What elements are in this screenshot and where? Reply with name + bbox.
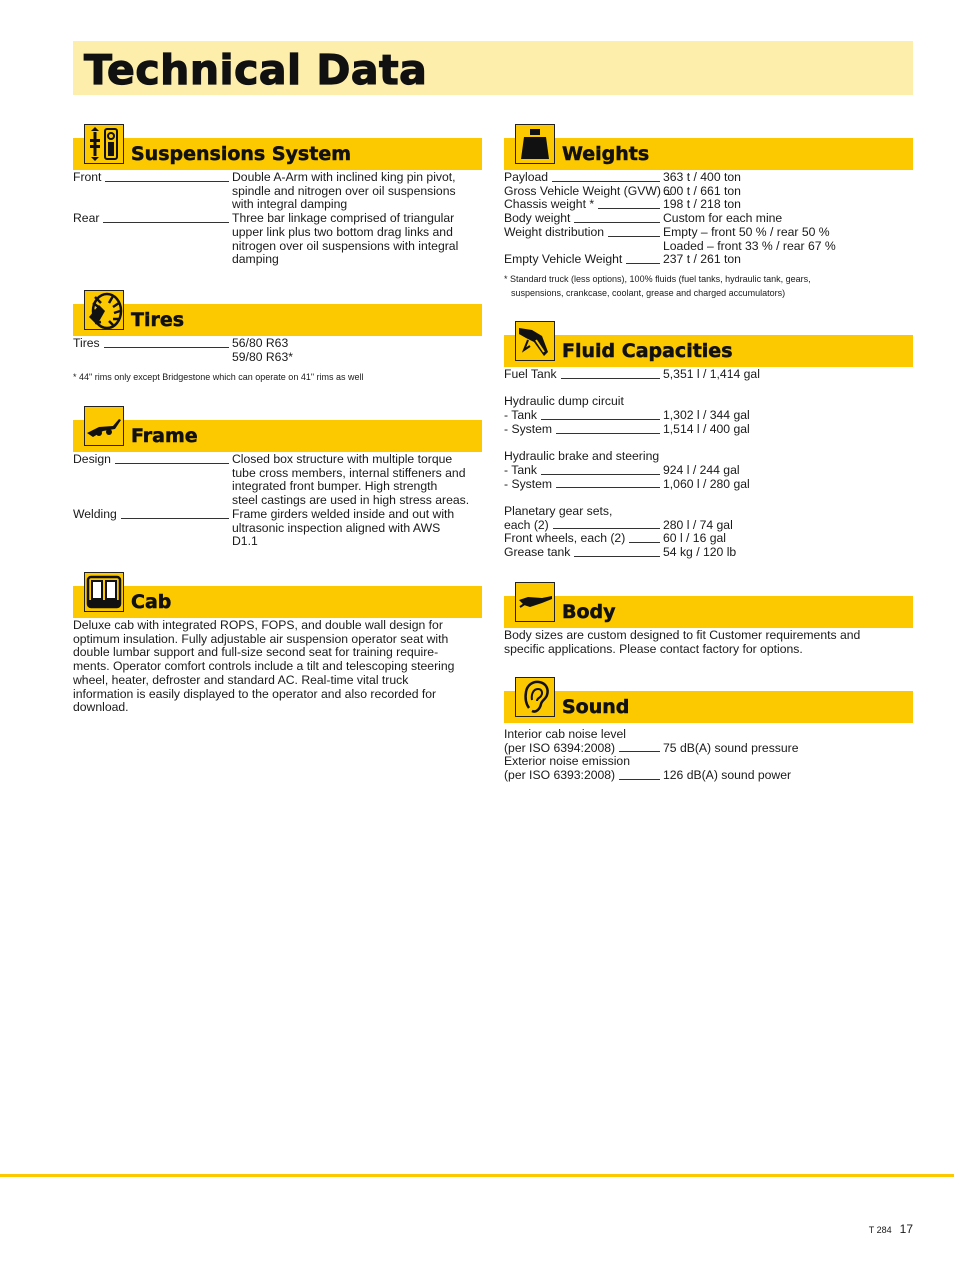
suspensions-title: Suspensions System	[131, 143, 352, 165]
spec-value: 59/80 R63*	[232, 349, 293, 364]
body-description	[504, 628, 913, 656]
spec-label: Front wheels, each (2)	[504, 531, 626, 546]
ear-icon	[515, 677, 555, 717]
spec-label: Fuel Tank	[504, 367, 557, 381]
spec-value: Double A-Arm with inclined king pin pivot,	[232, 170, 456, 184]
frame-icon	[84, 406, 124, 446]
spec-value: D1.1	[232, 534, 258, 549]
fluids-title: Fluid Capacities	[562, 340, 733, 362]
weight-icon	[515, 124, 555, 164]
tires-footnote: * 44" rims only except Bridgestone which can operate on 41" rims as well	[73, 372, 364, 383]
spec-value: integrated front bumper. High strength	[232, 479, 438, 494]
sound-body	[504, 723, 913, 783]
spec-value: 1,302 l / 344 gal	[663, 408, 750, 423]
spec-label: (per ISO 6394:2008)	[504, 740, 616, 755]
spec-row	[504, 546, 913, 560]
spec-label: Welding	[73, 506, 117, 521]
spec-row	[504, 198, 913, 212]
suspensions-body	[73, 170, 482, 267]
suspensions-section	[73, 124, 482, 267]
spec-row	[504, 253, 913, 267]
spec-value: 1,514 l / 400 gal	[663, 421, 750, 436]
spec-label: Body weight	[504, 211, 571, 226]
spec-label: - Tank	[504, 462, 537, 477]
page-number: 17	[899, 1222, 913, 1236]
frame-section	[73, 406, 482, 549]
spec-value: Custom for each mine	[663, 211, 783, 226]
fluids-section	[504, 321, 913, 560]
spec-value: 75 dB(A) sound pressure	[663, 740, 799, 755]
paragraph-line: ments. Operator comfort controls include a tilt and telescoping steering	[73, 659, 455, 674]
spec-label: Chassis weight *	[504, 197, 595, 212]
cab-section	[73, 572, 482, 715]
spec-label: Design	[73, 452, 111, 466]
spec-value: 924 l / 244 gal	[663, 462, 740, 477]
spec-value: 198 t / 218 ton	[663, 197, 741, 212]
title-banner	[73, 41, 913, 95]
model-code: T 284	[868, 1225, 892, 1235]
spec-row	[504, 185, 913, 199]
fuel-nozzle-icon	[515, 321, 555, 361]
spec-value: 56/80 R63	[232, 336, 289, 350]
spec-value: Three bar linkage comprised of triangular	[232, 211, 455, 226]
sound-section	[504, 677, 913, 783]
spec-row	[504, 519, 913, 533]
weights-footnote	[504, 272, 913, 300]
spec-row	[504, 212, 913, 226]
cab-icon	[84, 572, 124, 612]
spec-value: 600 t / 661 ton	[663, 183, 741, 198]
paragraph-line: wheel, heater, defroster and standard AC. Real-time vital truck	[73, 672, 409, 687]
paragraph-line: optimum insulation. Fully adjustable air suspension operator seat with	[73, 631, 449, 646]
tires-body	[73, 336, 482, 364]
paragraph-line: specific applications. Please contact factory for options.	[504, 641, 803, 656]
weights-section	[504, 124, 913, 300]
spec-row	[73, 453, 482, 508]
paragraph-line: double lumbar support and full-size second seat for training require-	[73, 645, 439, 660]
spec-label: - Tank	[504, 408, 537, 423]
spec-row	[73, 171, 482, 212]
spec-value: 363 t / 400 ton	[663, 170, 741, 184]
footer-rule	[0, 1174, 954, 1177]
spec-heading: Interior cab noise level	[504, 727, 626, 741]
spec-value: Closed box structure with multiple torque	[232, 452, 453, 466]
spec-label: Rear	[73, 211, 100, 226]
spec-value: ultrasonic inspection aligned with AWS	[232, 520, 441, 535]
spec-label: Empty Vehicle Weight	[504, 252, 623, 267]
frame-title: Frame	[131, 425, 198, 447]
spec-label: each (2)	[504, 517, 549, 532]
fluids-body	[504, 367, 913, 560]
spec-row	[73, 212, 482, 267]
spec-row	[504, 423, 913, 437]
tire-icon	[84, 290, 124, 330]
spec-row	[504, 368, 913, 382]
spec-label: Payload	[504, 170, 549, 184]
spec-heading: Hydraulic brake and steering	[504, 449, 660, 464]
tires-title: Tires	[131, 309, 185, 331]
spec-value: 5,351 l / 1,414 gal	[663, 367, 760, 381]
spec-label: (per ISO 6393:2008)	[504, 768, 616, 783]
body-title: Body	[562, 601, 616, 623]
spec-value: 237 t / 261 ton	[663, 252, 741, 267]
paragraph-line: download.	[73, 700, 129, 715]
spec-value: 126 dB(A) sound power	[663, 768, 792, 783]
cab-title: Cab	[131, 591, 172, 613]
spec-label: Grease tank	[504, 545, 571, 560]
spec-row	[504, 742, 913, 756]
spec-label: - System	[504, 476, 553, 491]
spec-value: nitrogen over oil suspensions with integral	[232, 238, 459, 253]
spec-value: 280 l / 74 gal	[663, 517, 733, 532]
spec-row	[504, 769, 913, 783]
spec-row	[73, 508, 482, 549]
sound-title: Sound	[562, 696, 630, 718]
paragraph-line: Body sizes are custom designed to fit Customer requirements and	[504, 628, 861, 642]
weights-footnote-line: * Standard truck (less options), 100% fluids (fuel tanks, hydraulic tank, gears,	[504, 273, 811, 284]
weights-title: Weights	[562, 143, 650, 165]
spec-row	[504, 226, 913, 253]
spec-value: damping	[232, 252, 279, 267]
spec-value: steel castings are used in high stress areas.	[232, 493, 470, 508]
suspension-icon	[84, 124, 124, 164]
spec-row	[504, 464, 913, 478]
spec-row	[504, 478, 913, 492]
page-footer	[869, 1223, 913, 1238]
paragraph-line: Deluxe cab with integrated ROPS, FOPS, and double wall design for	[73, 618, 443, 632]
paragraph-line: information is easily displayed to the operator and also recorded for	[73, 686, 437, 701]
page-title: Technical Data	[84, 46, 428, 94]
spec-label: - System	[504, 421, 553, 436]
spec-row	[504, 171, 913, 185]
spec-row	[504, 409, 913, 423]
weights-body	[504, 170, 913, 267]
spec-label: Tires	[73, 336, 100, 350]
spec-value: upper link plus two bottom drag links and	[232, 224, 453, 239]
spec-heading: Exterior noise emission	[504, 754, 630, 769]
spec-label: Weight distribution	[504, 224, 605, 239]
dump-body-icon	[515, 582, 555, 622]
spec-label: Front	[73, 170, 102, 184]
spec-row	[73, 337, 482, 364]
spec-value: 1,060 l / 280 gal	[663, 476, 750, 491]
spec-value: 60 l / 16 gal	[663, 531, 727, 546]
spec-value: Loaded – front 33 % / rear 67 %	[663, 238, 836, 253]
spec-value: 54 kg / 120 lb	[663, 545, 737, 560]
cab-description	[73, 618, 482, 715]
tires-section	[73, 290, 482, 384]
weights-footnote-line: suspensions, crankcase, coolant, grease and charged accumulators)	[511, 287, 786, 298]
spec-heading: Planetary gear sets,	[504, 503, 613, 518]
spec-heading: Hydraulic dump circuit	[504, 394, 624, 409]
spec-value: tube cross members, internal stiffeners and	[232, 465, 466, 480]
spec-value: Empty – front 50 % / rear 50 %	[663, 224, 830, 239]
spec-value: spindle and nitrogen over oil suspensions	[232, 183, 456, 198]
body-section	[504, 582, 913, 656]
spec-label: Gross Vehicle Weight (GVW)	[504, 183, 661, 198]
spec-value: Frame girders welded inside and out with	[232, 506, 455, 521]
spec-row	[504, 532, 913, 546]
spec-value: with integral damping	[232, 197, 348, 212]
frame-body	[73, 452, 482, 549]
